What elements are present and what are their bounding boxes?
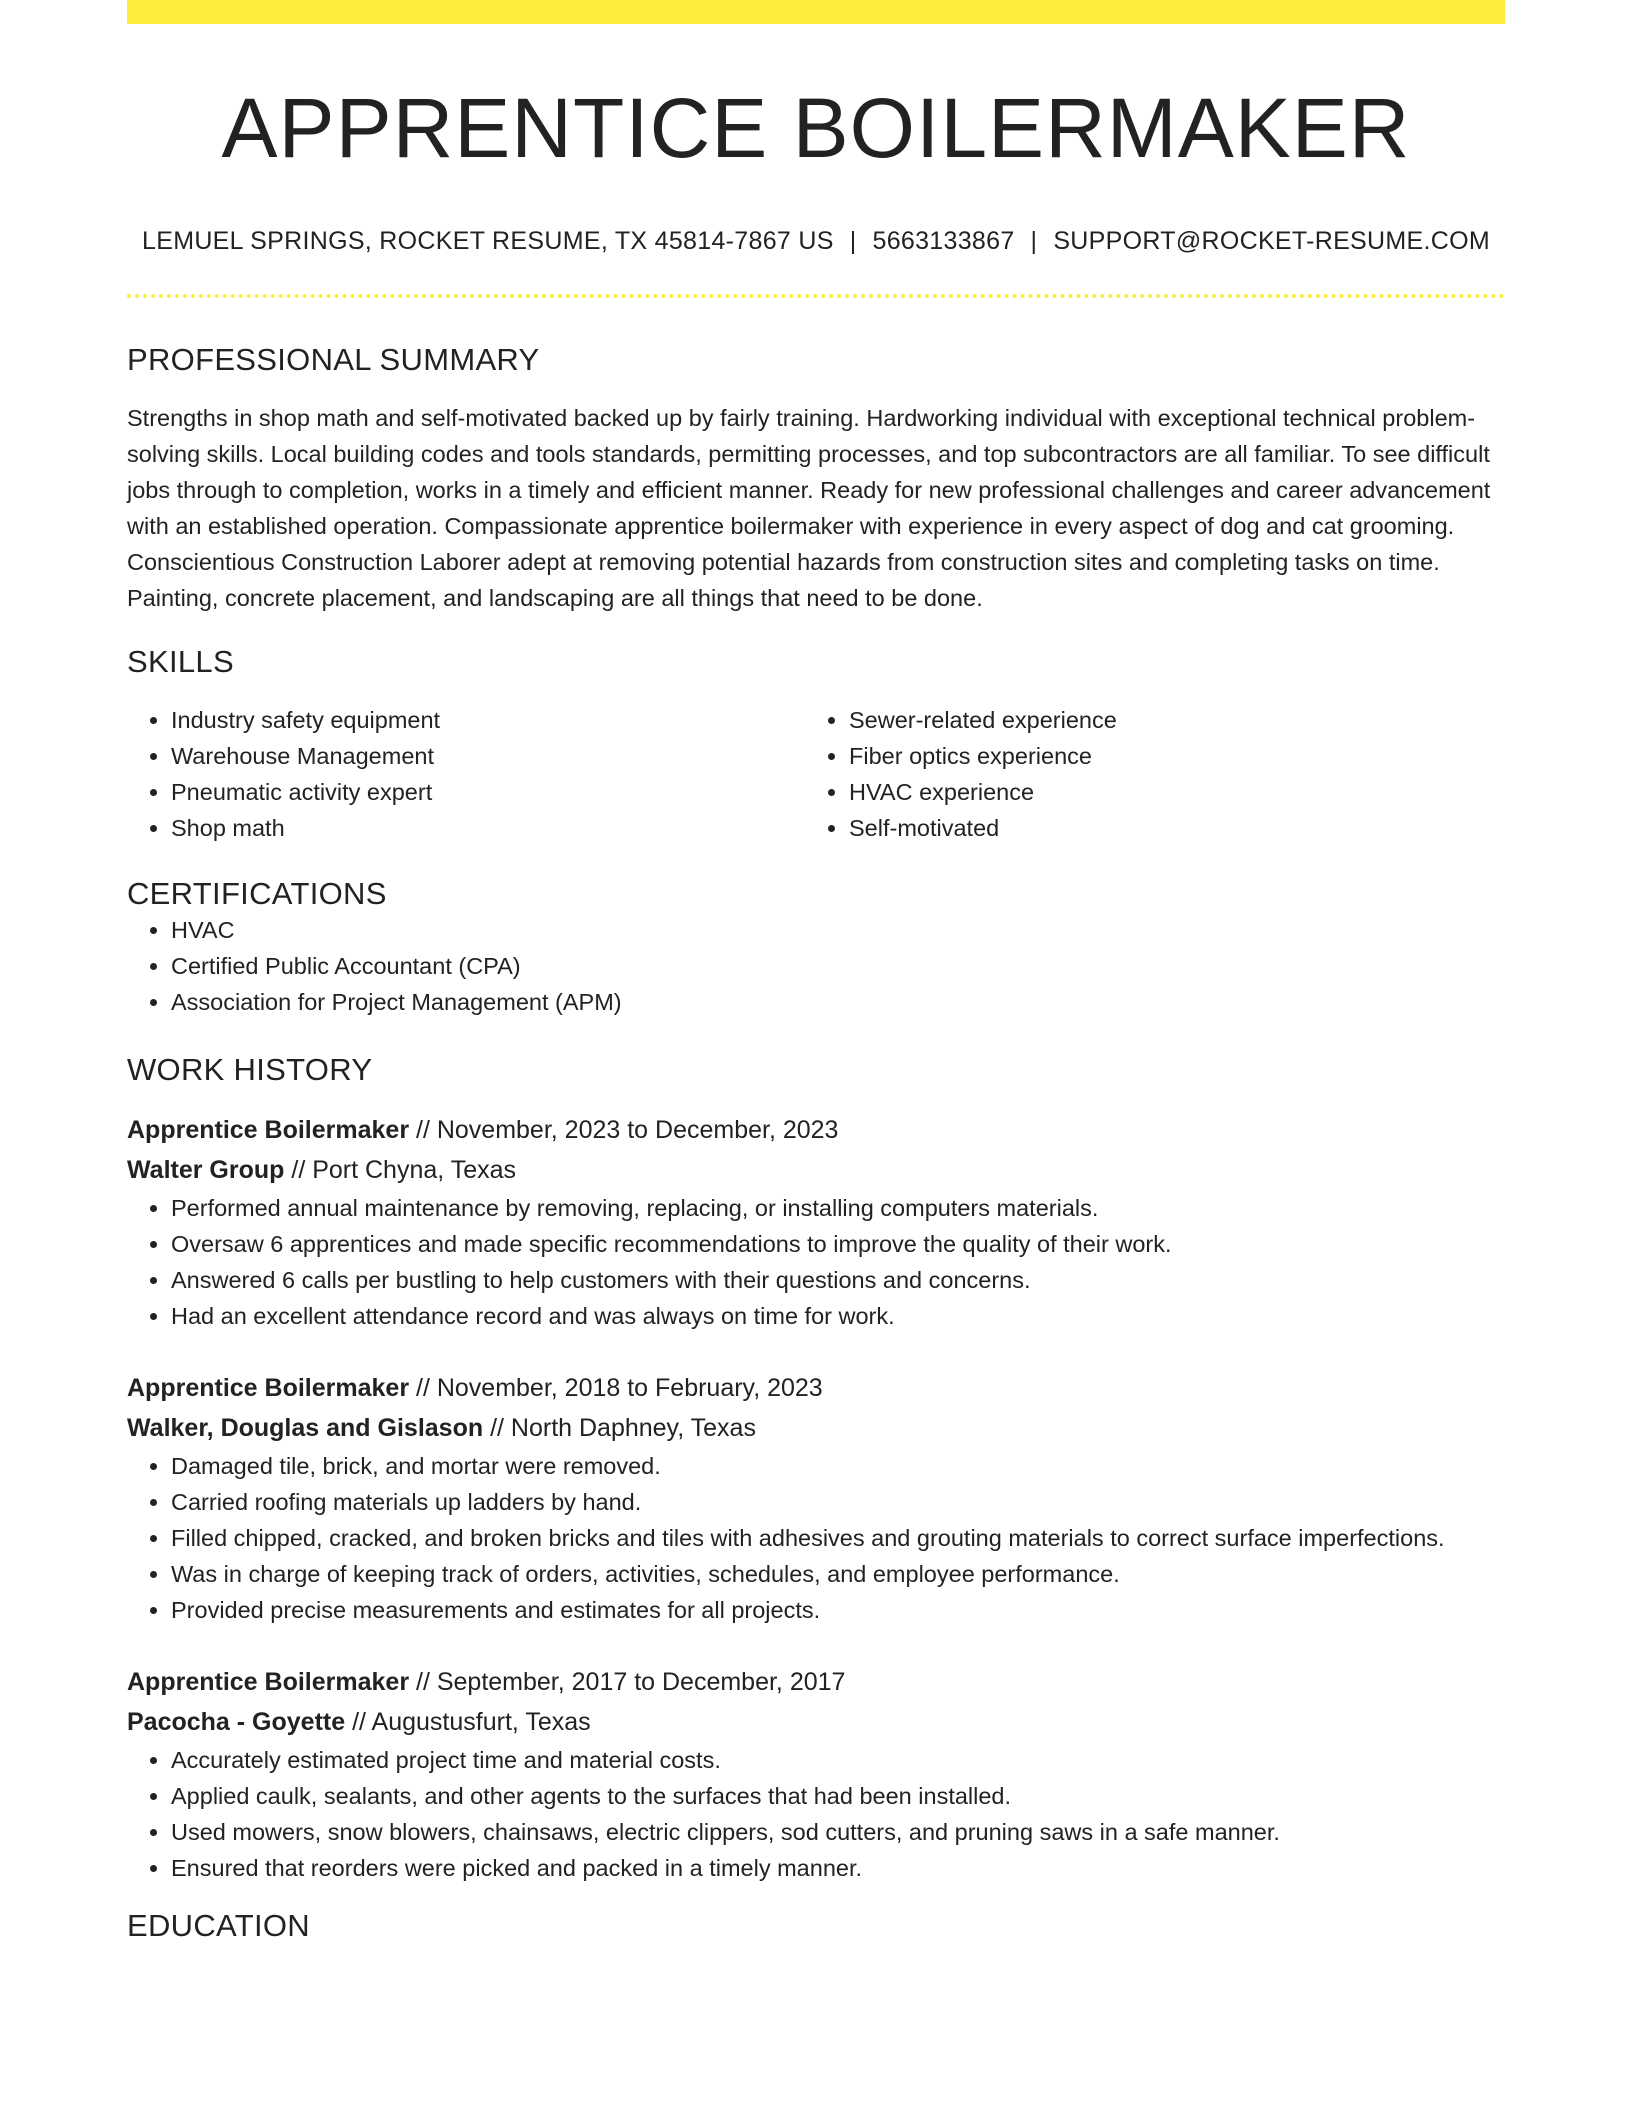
- job-bullet: • Was in charge of keeping track of orders, activities, schedules, and employee performance.: [171, 1556, 1505, 1592]
- job-company-line: [127, 1150, 1505, 1190]
- job-bullet: • Damaged tile, brick, and mortar were removed.: [171, 1448, 1505, 1484]
- contact-address: LEMUEL SPRINGS, ROCKET RESUME, TX 45814-7867 US: [142, 227, 834, 256]
- contact-email[interactable]: SUPPORT@ROCKET-RESUME.COM: [1053, 227, 1490, 256]
- job-company-line: [127, 1702, 1505, 1742]
- job-bullet: • Had an excellent attendance record and was always on time for work.: [171, 1298, 1505, 1334]
- accent-top-bar: [127, 0, 1505, 24]
- skills-column-right: [805, 702, 1483, 846]
- job-title-line: [127, 1368, 1505, 1408]
- skills-column-left: [127, 702, 805, 846]
- job-bullet: • Oversaw 6 apprentices and made specific recommendations to improve the quality of their work.: [171, 1226, 1505, 1262]
- job-bullet: • Used mowers, snow blowers, chainsaws, electric clippers, sod cutters, and pruning saws in a safe manner.: [171, 1814, 1505, 1850]
- job-role: Apprentice Boilermaker: [127, 1374, 410, 1403]
- certifications-heading: CERTIFICATIONS: [127, 876, 387, 912]
- job-entry: [127, 1368, 1505, 1628]
- job-role: Apprentice Boilermaker: [127, 1668, 410, 1697]
- job-bullet: • Filled chipped, cracked, and broken bricks and tiles with adhesives and grouting materials to correct surface imperfections.: [171, 1520, 1505, 1556]
- resume-page: [127, 0, 1505, 1944]
- job-bullet: • Performed annual maintenance by removing, replacing, or installing computers materials.: [171, 1190, 1505, 1226]
- job-bullets: [127, 1448, 1505, 1628]
- skill-item: • HVAC experience: [849, 774, 1483, 810]
- certification-item: • Certified Public Accountant (CPA): [171, 948, 1505, 984]
- job-bullet: • Carried roofing materials up ladders by hand.: [171, 1484, 1505, 1520]
- resume-name: APPRENTICE BOILERMAKER: [221, 81, 1411, 175]
- certification-item: • Association for Project Management (APM): [171, 984, 1505, 1020]
- job-company: Walter Group: [127, 1156, 285, 1185]
- skills-list-right: [805, 702, 1483, 846]
- certifications-list: [127, 912, 1505, 1020]
- work-history-heading: WORK HISTORY: [127, 1052, 373, 1088]
- job-location: // Port Chyna, Texas: [284, 1156, 517, 1185]
- job-bullet: • Provided precise measurements and estimates for all projects.: [171, 1592, 1505, 1628]
- job-dates: // September, 2017 to December, 2017: [409, 1668, 846, 1697]
- job-location: // Augustusfurt, Texas: [345, 1708, 591, 1737]
- job-bullets: [127, 1190, 1505, 1334]
- job-company: Walker, Douglas and Gislason: [127, 1414, 484, 1443]
- contact-separator: |: [849, 227, 857, 256]
- contact-separator: |: [1030, 227, 1038, 256]
- job-entry: [127, 1110, 1505, 1334]
- skill-item: • Pneumatic activity expert: [171, 774, 805, 810]
- certification-item: • HVAC: [171, 912, 1505, 948]
- summary-text: Strengths in shop math and self-motivated backed up by fairly training. Hardworking individual with exceptional technical problem-solving skills. Local building codes and tools standards, permitting processes, and top subcontractors are all familiar. To see difficult jobs through to completion, works in a timely and efficient manner. Ready for new professional challenges and career advancement with an established operation. Compassionate apprentice boilermaker with experience in every aspect of dog and cat grooming. Conscientious Construction Laborer adept at removing potential hazards from construction sites and completing tasks on time. Painting, concrete placement, and landscaping are all things that need to be done.: [127, 405, 1491, 612]
- job-title-line: [127, 1110, 1505, 1150]
- job-role: Apprentice Boilermaker: [127, 1116, 410, 1145]
- job-dates: // November, 2023 to December, 2023: [409, 1116, 839, 1145]
- job-company: Pacocha - Goyette: [127, 1708, 346, 1737]
- dotted-divider: [127, 294, 1505, 298]
- skill-item: • Shop math: [171, 810, 805, 846]
- skill-item: • Industry safety equipment: [171, 702, 805, 738]
- skills-list-left: [127, 702, 805, 846]
- skill-item: • Self-motivated: [849, 810, 1483, 846]
- job-bullet: • Answered 6 calls per bustling to help customers with their questions and concerns.: [171, 1262, 1505, 1298]
- summary-heading: PROFESSIONAL SUMMARY: [127, 342, 540, 378]
- job-bullet: • Accurately estimated project time and material costs.: [171, 1742, 1505, 1778]
- contact-line: [127, 226, 1505, 256]
- job-location: // North Daphney, Texas: [483, 1414, 756, 1443]
- job-dates: // November, 2018 to February, 2023: [409, 1374, 823, 1403]
- contact-phone[interactable]: 5663133867: [872, 227, 1015, 256]
- education-heading: EDUCATION: [127, 1908, 310, 1944]
- skills-heading: SKILLS: [127, 644, 234, 680]
- skill-item: • Sewer-related experience: [849, 702, 1483, 738]
- job-company-line: [127, 1408, 1505, 1448]
- job-bullet: • Applied caulk, sealants, and other agents to the surfaces that had been installed.: [171, 1778, 1505, 1814]
- job-bullets: [127, 1742, 1505, 1886]
- skill-item: • Fiber optics experience: [849, 738, 1483, 774]
- skill-item: • Warehouse Management: [171, 738, 805, 774]
- skills-grid: [127, 702, 1505, 846]
- job-title-line: [127, 1662, 1505, 1702]
- job-entry: [127, 1662, 1505, 1886]
- job-bullet: • Ensured that reorders were picked and packed in a timely manner.: [171, 1850, 1505, 1886]
